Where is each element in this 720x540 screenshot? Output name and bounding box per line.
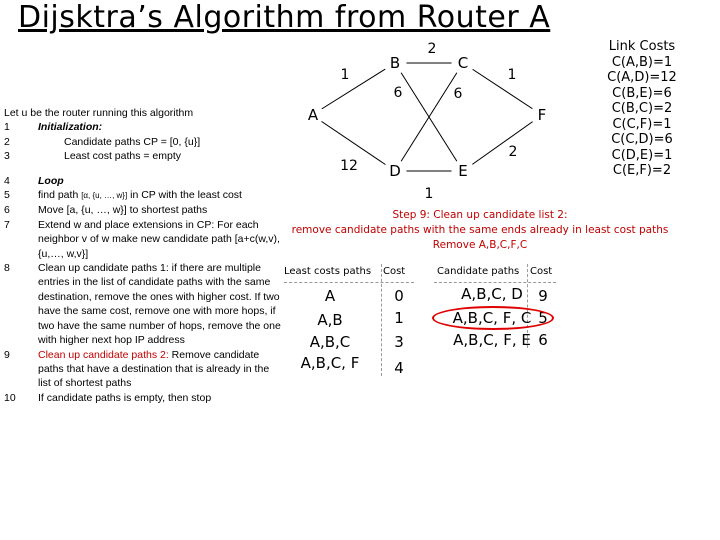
link-cost-item: C(A,B)=1 (611, 54, 673, 70)
node-a: A (307, 106, 319, 124)
algorithm-line (4, 188, 284, 203)
edge-label-cd: 6 (453, 86, 463, 102)
least-cost-value: 1 (394, 309, 404, 327)
candidate-cost: 6 (538, 331, 548, 349)
candidate-path: A,B,C, D (461, 285, 523, 303)
least-cost-path: A,B,C (309, 333, 351, 351)
algorithm-line (4, 149, 284, 163)
link-costs-header: Link Costs (608, 39, 676, 54)
algorithm-line (4, 135, 284, 149)
edge-label-be: 6 (393, 85, 403, 101)
least-cost-path: A (324, 287, 336, 305)
edge-cf (463, 63, 542, 115)
step-line: remove candidate paths with the same ends already in least cost paths (291, 224, 669, 236)
edge-ab (312, 63, 395, 115)
candidate-path: A,B,C, F, C (452, 309, 532, 327)
candidate-cost-header: Cost (530, 266, 553, 277)
least-costs-column-divider (381, 264, 382, 376)
edge-label-cf: 1 (507, 67, 517, 83)
line-number: 9 (4, 348, 10, 361)
line-text: Clean up candidate paths 2: Remove candidate paths that have a destination that is already in the list of shortest paths (38, 348, 270, 390)
line-number: 8 (4, 262, 10, 275)
edge-label-ad: 12 (340, 158, 358, 174)
line-text: Extend w and place extensions in CP: For each neighbor v of w make new candidate path [a+c(w,v), {u,…, w,v}] (38, 218, 280, 260)
line-number: 10 (4, 391, 16, 404)
slide-title: Dijsktra’s Algorithm from Router A (18, 0, 551, 35)
least-cost-path: A,B (317, 311, 343, 329)
node-c: C (457, 54, 469, 72)
line-text: Loop (38, 174, 64, 187)
step-line: Remove A,B,C,F,C (432, 239, 528, 251)
algorithm-line (4, 348, 284, 391)
line-number: 7 (4, 218, 10, 231)
line-number: 4 (4, 174, 10, 187)
edge-ef (463, 115, 542, 171)
algorithm-line (4, 261, 284, 347)
highlight-oval (432, 306, 554, 330)
edge-label-ab: 1 (340, 67, 350, 83)
algorithm-intro: Let u be the router running this algorithm (4, 107, 194, 119)
link-cost-item: C(A,D)=12 (607, 70, 677, 85)
link-cost-item: C(C,F)=1 (612, 116, 672, 132)
node-e: E (458, 162, 468, 180)
line-number: 1 (4, 121, 10, 134)
link-cost-item: C(E,F)=2 (612, 163, 672, 178)
node-f: F (537, 106, 547, 124)
line-text: Initialization: (38, 121, 103, 134)
line-number: 5 (4, 189, 10, 202)
least-costs-divider (284, 282, 414, 283)
algorithm-line (4, 120, 284, 134)
least-costs-header: Least costs paths (284, 266, 372, 277)
line-number: 6 (4, 204, 10, 217)
edge-label-ef: 2 (508, 144, 518, 160)
line-text: Clean up candidate paths 1: if there are multiple entries in the list of candidate paths with the same destination, remove the ones with higher cost. If two have the same cost, remove one with more hops, if two have the same number of hops, remove the one with higher next hop IP address (38, 262, 281, 347)
least-cost-value: 4 (394, 359, 404, 377)
link-cost-item: C(B,C)=2 (611, 101, 673, 116)
node-d: D (389, 162, 401, 180)
algorithm-line (4, 391, 284, 405)
line-text: Candidate paths CP = [0, {u}] (64, 135, 201, 148)
step-description (280, 208, 680, 253)
link-cost-item: C(D,E)=1 (611, 147, 673, 163)
line-text: If candidate paths is empty, then stop (38, 391, 212, 404)
line-number: 3 (4, 150, 10, 163)
line-text: Least cost paths = empty (64, 150, 182, 163)
edge-label-de: 1 (424, 186, 434, 200)
candidate-paths-header: Candidate paths (437, 266, 520, 277)
line-text: find path [α, {u, …, w}] in CP with the least cost (38, 189, 242, 202)
algorithm-line (4, 218, 284, 261)
candidate-cost: 5 (538, 309, 548, 327)
line-text: Move [a, {u, …, w}] to shortest paths (38, 204, 208, 217)
candidate-divider (434, 282, 556, 283)
algorithm-line (4, 203, 284, 217)
algorithm-listing (4, 106, 284, 405)
node-b: B (389, 54, 401, 72)
least-cost-value: 3 (394, 333, 404, 351)
edge-label-bc: 2 (427, 41, 437, 57)
link-costs-list (597, 39, 687, 179)
network-graph (280, 40, 580, 200)
line-number: 2 (4, 135, 10, 148)
least-costs-cost-header: Cost (383, 266, 406, 277)
algorithm-line (4, 174, 284, 188)
link-cost-item: C(B,E)=6 (612, 85, 672, 101)
least-cost-value: 0 (394, 287, 404, 305)
link-cost-item: C(C,D)=6 (611, 132, 673, 147)
step-line: Step 9: Clean up candidate list 2: (392, 209, 568, 221)
candidate-path: A,B,C, F, E (453, 331, 531, 349)
candidate-cost: 9 (538, 287, 548, 305)
least-cost-path: A,B,C, F (300, 354, 360, 372)
